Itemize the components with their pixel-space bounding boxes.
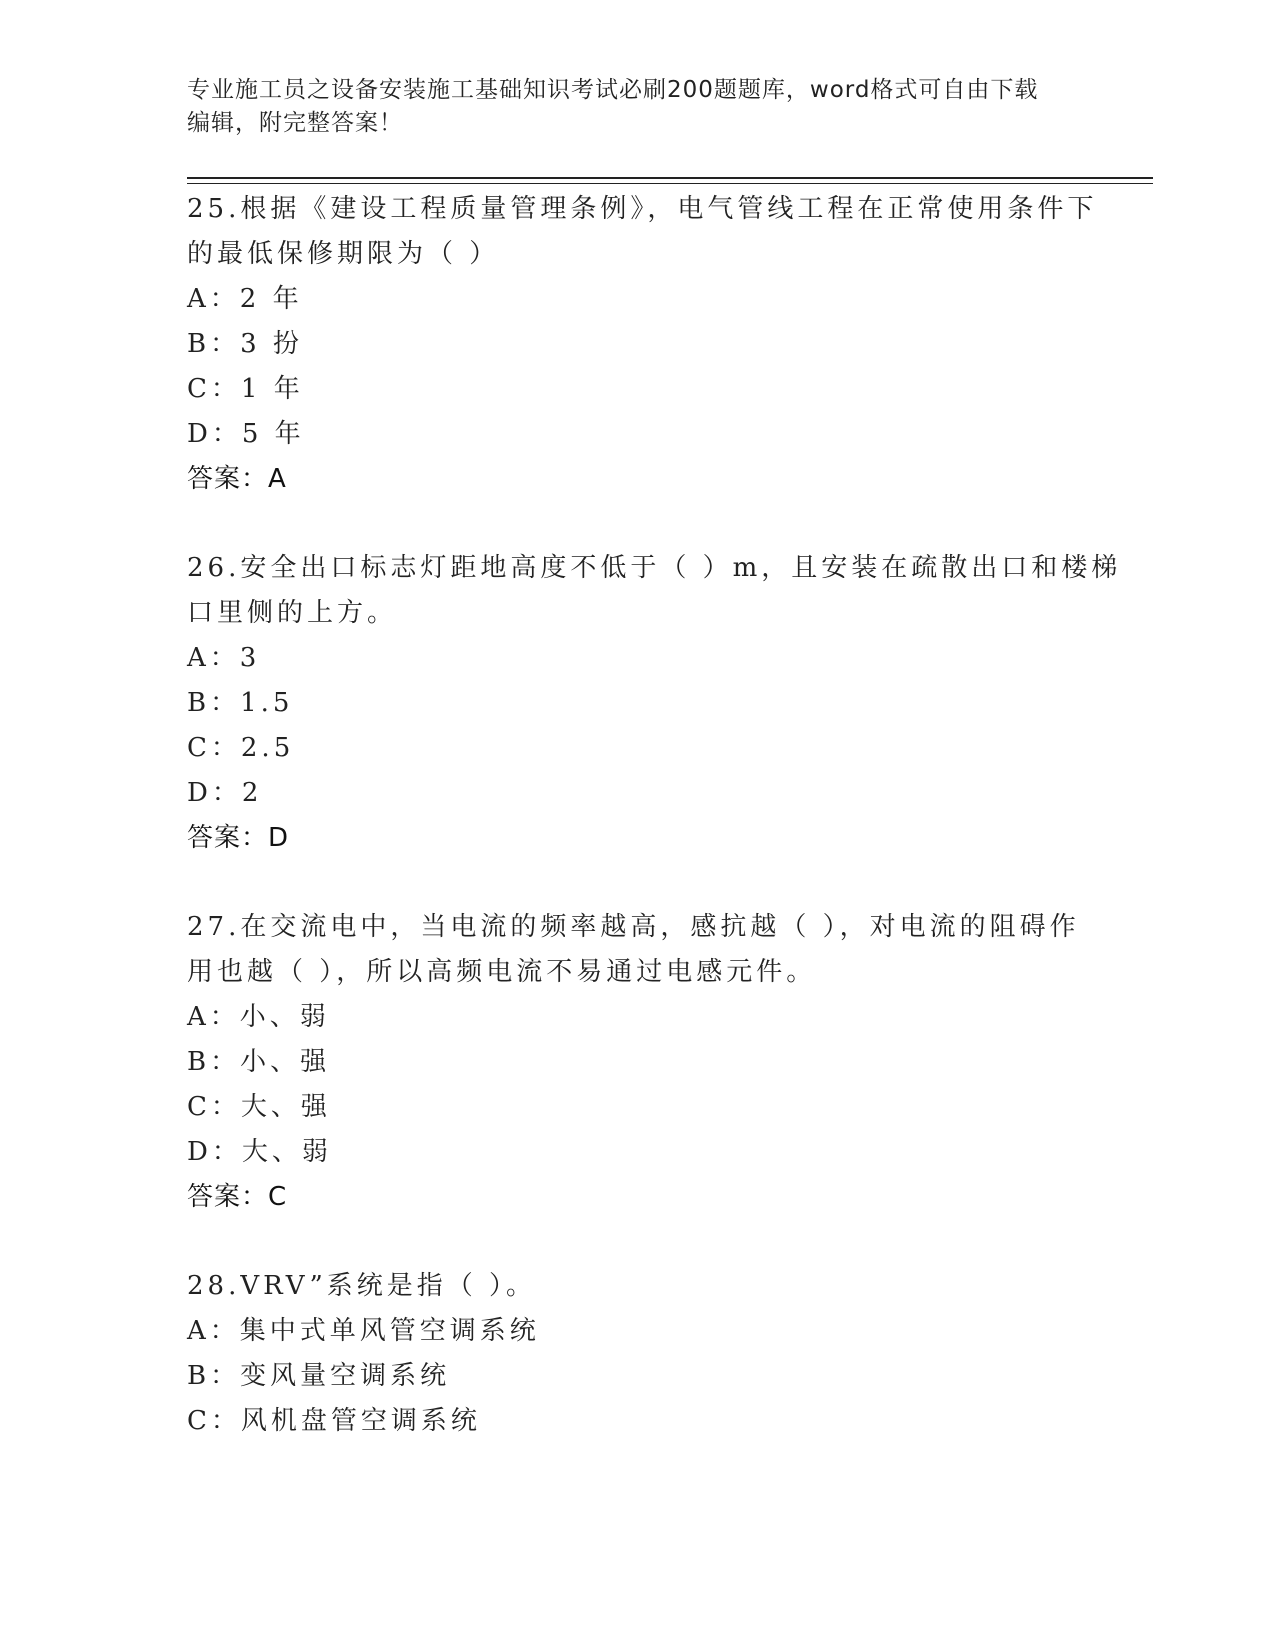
option-d: D：5 年 — [187, 419, 305, 449]
option-d: D：2 — [187, 778, 263, 808]
question-text — [187, 905, 1087, 995]
option-a: A：集中式单风管空调系统 — [187, 1316, 540, 1346]
option-d: D：大、弱 — [187, 1137, 332, 1167]
question-text — [187, 1264, 1087, 1309]
answer: 答案：C — [187, 1182, 288, 1212]
option-a: A：3 — [187, 643, 261, 673]
question-26 — [187, 546, 1122, 861]
answer: 答案：A — [187, 464, 287, 494]
question-line: 27.在交流电中，当电流的频率越高，感抗越（ ），对电流的阻碍作 — [187, 912, 1080, 942]
question-28 — [187, 1264, 1087, 1444]
header-divider-thick — [187, 177, 1153, 179]
option-b: B：1.5 — [187, 688, 294, 718]
header-divider-thin — [187, 183, 1153, 184]
option-c: C：风机盘管空调系统 — [187, 1406, 481, 1436]
question-line: 口里侧的上方。 — [187, 598, 398, 628]
answer: 答案：D — [187, 823, 290, 853]
option-b: B：变风量空调系统 — [187, 1361, 451, 1391]
header-line-1: 专业施工员之设备安装施工基础知识考试必刷200题题库，word格式可自由下载 — [187, 77, 1039, 103]
question-line: 26.安全出口标志灯距地高度不低于（ ）m，且安装在疏散出口和楼梯 — [187, 553, 1122, 583]
question-27 — [187, 905, 1087, 1220]
option-b: B：3 扮 — [187, 329, 303, 359]
header-line-2: 编辑，附完整答案！ — [187, 110, 403, 136]
document-header — [187, 74, 1067, 140]
option-a: A：2 年 — [187, 284, 303, 314]
option-b: B：小、强 — [187, 1047, 331, 1077]
question-line: 28.VRV”系统是指（ ）。 — [187, 1271, 537, 1301]
question-line: 25.根据《建设工程质量管理条例》，电气管线工程在正常使用条件下 — [187, 194, 1098, 224]
question-line: 用也越（ ），所以高频电流不易通过电感元件。 — [187, 957, 817, 987]
option-c: C：大、强 — [187, 1092, 331, 1122]
question-text — [187, 546, 1122, 636]
option-c: C：1 年 — [187, 374, 304, 404]
option-a: A：小、弱 — [187, 1002, 330, 1032]
option-c: C：2.5 — [187, 733, 295, 763]
question-line: 的最低保修期限为（ ） — [187, 239, 500, 269]
question-25 — [187, 187, 1098, 502]
question-text — [187, 187, 1098, 277]
